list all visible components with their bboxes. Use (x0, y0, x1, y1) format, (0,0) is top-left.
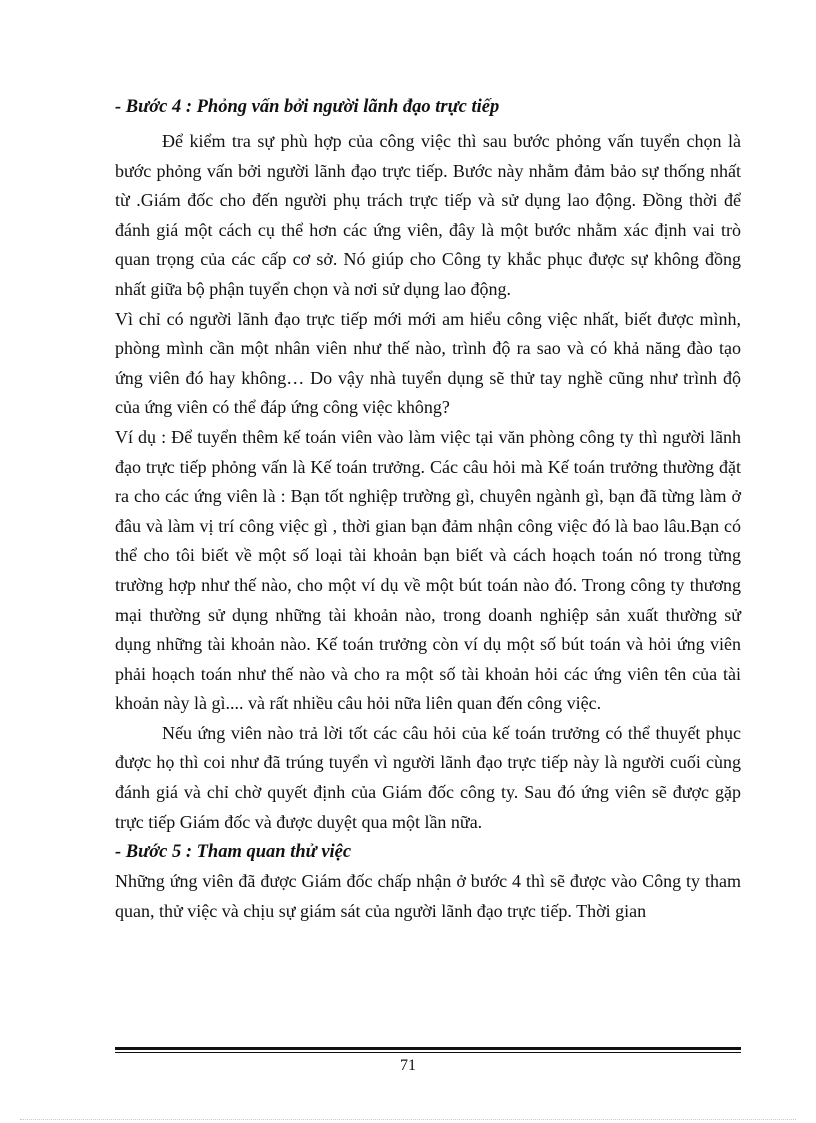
page-content (115, 93, 741, 926)
paragraph-step4-intro: Để kiểm tra sự phù hợp của công việc thì sau bước phỏng vấn tuyển chọn là bước phỏng vấn bởi người lãnh đạo trực tiếp. Bước này nhằm đảm bảo sự thống nhất từ .Giám đốc cho đến người phụ trách trực tiếp và sử dụng lao động. Đồng thời để đánh giá một cách cụ thể hơn các ứng viên, đây là một bước nhằm xác định vai trò quan trọng của các cấp cơ sở. Nó giúp cho Công ty khắc phục được sự không đồng nhất giữa bộ phận tuyển chọn và nơi sử dụng lao động. (115, 131, 741, 299)
paragraph-example: Ví dụ : Để tuyển thêm kế toán viên vào làm việc tại văn phòng công ty thì người lãnh đạo trực tiếp phỏng vấn là Kế toán trưởng. Các câu hỏi mà Kế toán trưởng thường đặt ra cho các ứng viên là : Bạn tốt nghiệp trường gì, chuyên ngành gì, bạn đã từng làm ở đâu và làm vị trí công việc gì , thời gian bạn đảm nhận công việc đó là bao lâu.Bạn có thể cho tôi biết về một số loại tài khoản bạn biết và cách hoạch toán nó trong từng trường hợp như thế nào, cho một ví dụ về một bút toán nào đó. Trong công ty thương mại thường sử dụng những tài khoản nào, trong doanh nghiệp sản xuất thường sử dụng những tài khoản nào. Kế toán trưởng còn ví dụ một số bút toán và hỏi ứng viên phải hoạch toán như thế nào và cho ra một số tài khoản hỏi các ứng viên tên của tài khoản này là gì.... và rất nhiều câu hỏi nữa liên quan đến công việc. (115, 426, 741, 714)
footer-rule-thin (115, 1052, 741, 1053)
page-number: 71 (400, 1057, 416, 1074)
heading-step-4: - Bước 4 : Phỏng vấn bởi người lãnh đạo trực tiếp (115, 97, 500, 117)
heading-step-5: - Bước 5 : Tham quan thử việc (115, 842, 352, 863)
page-edge-divider (20, 1119, 796, 1120)
footer-rule-thick (115, 1047, 741, 1050)
paragraph-step5: Những ứng viên đã được Giám đốc chấp nhận ở bước 4 thì sẽ được vào Công ty tham quan, thử việc và chịu sự giám sát của người lãnh đạo trực tiếp. Thời gian (115, 871, 741, 921)
paragraph-direct-leader: Vì chỉ có người lãnh đạo trực tiếp mới mới am hiểu công việc nhất, biết được mình, phòng mình cần một nhân viên như thế nào, trình độ ra sao và có khả năng đào tạo ứng viên đó hay không… Do vậy nhà tuyển dụng sẽ thử tay nghề cũng như trình độ của ứng viên có thể đáp ứng công việc không? (115, 308, 741, 418)
paragraph-candidate-result: Nếu ứng viên nào trả lời tốt các câu hỏi của kế toán trưởng có thể thuyết phục được họ thì coi như đã trúng tuyển vì người lãnh đạo trực tiếp này là người cuối cùng đánh giá và chỉ chờ quyết định của Giám đốc công ty. Sau đó ứng viên sẽ được gặp trực tiếp Giám đốc và được duyệt qua một lần nữa. (115, 722, 741, 832)
